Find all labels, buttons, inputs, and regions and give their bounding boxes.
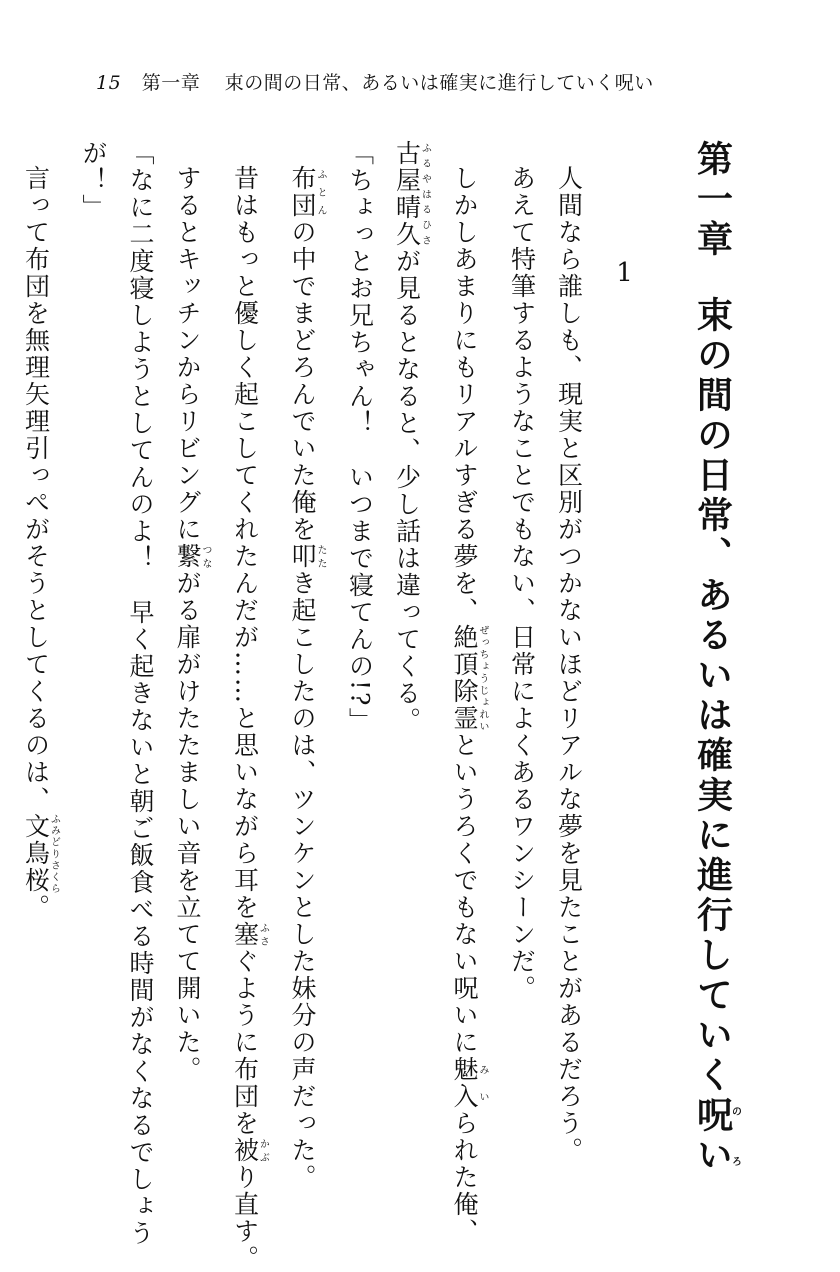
- body-line-3: しかしあまりにもリアルすぎる夢を、絶頂除霊ぜっちょうじょれいというろくでもない呪いに魅入みいられた俺、: [450, 165, 488, 1245]
- page-number: 15: [96, 72, 122, 94]
- body-line-8: するとキッチンからリビングに繋つながる扉がけたたましい音を立てて開いた。: [173, 165, 211, 1083]
- body-line-11: 言って布団を無理矢理引っぺがそうとしてくるのは、文鳥桜ふみどりさくら。: [21, 165, 60, 921]
- body-line-1: 人間なら誰しも、現実と区別がつかないほどリアルな夢を見たことがあるだろう。: [554, 165, 584, 1164]
- body-line-7: 昔はもっと優しく起こしてくれたんだが……と思いながら耳を塞ふさぐように布団を被かぶり直す。: [230, 165, 269, 1272]
- vertical-text-body: [21, 140, 741, 1272]
- body-line-9: 「なに二度寝しようとしてんのよ！ 早く起きないと朝ご飯食べる時間がなくなるでしょう: [126, 140, 155, 1247]
- ruby-fusa: 塞ふさ: [230, 921, 269, 948]
- ruby-tsuna: 繋つな: [173, 543, 211, 570]
- chapter-title: [691, 140, 741, 1176]
- ruby-tata: 叩たた: [288, 543, 326, 570]
- section-number: 1: [609, 258, 640, 288]
- chapter-title-main: 束の間の日常、あるいは確実に進行していく: [691, 296, 733, 1096]
- ruby-mii: 魅入みい: [450, 1056, 488, 1110]
- running-head-chapter-title: 束の間の日常、あるいは確実に進行していく呪い: [224, 72, 654, 94]
- body-line-4: 古屋晴久ふるやはるひさが見るとなると、少し話は違ってくる。: [392, 140, 431, 734]
- running-head: [96, 68, 654, 95]
- chapter-title-last-word: 呪いのろ: [691, 1096, 741, 1176]
- body-line-10: が！」: [79, 140, 108, 221]
- ruby-fumidori-sakura: 文鳥桜ふみどりさくら: [21, 813, 60, 894]
- ruby-furuya-haruhisa: 古屋晴久ふるやはるひさ: [392, 140, 431, 248]
- ruby-futon: 布団ふとん: [288, 165, 326, 219]
- body-line-2: あえて特筆するようなことでもない、日常によくあるワンシーンだ。: [507, 165, 537, 1002]
- ruby-kabu: 被かぶ: [230, 1137, 269, 1164]
- ruby-zetchou-jorei: 絶頂除霊ぜっちょうじょれい: [450, 624, 488, 732]
- body-line-6: 布団ふとんの中でまどろんでいた俺を叩たたき起こしたのは、ツンケンとした妹分の声だった。: [288, 165, 326, 1191]
- body-line-5: 「ちょっとお兄ちゃん！ いつまで寝てんの!?」: [345, 140, 375, 735]
- running-head-chapter-label: 第一章: [141, 72, 201, 94]
- chapter-label: 第一章: [691, 140, 733, 260]
